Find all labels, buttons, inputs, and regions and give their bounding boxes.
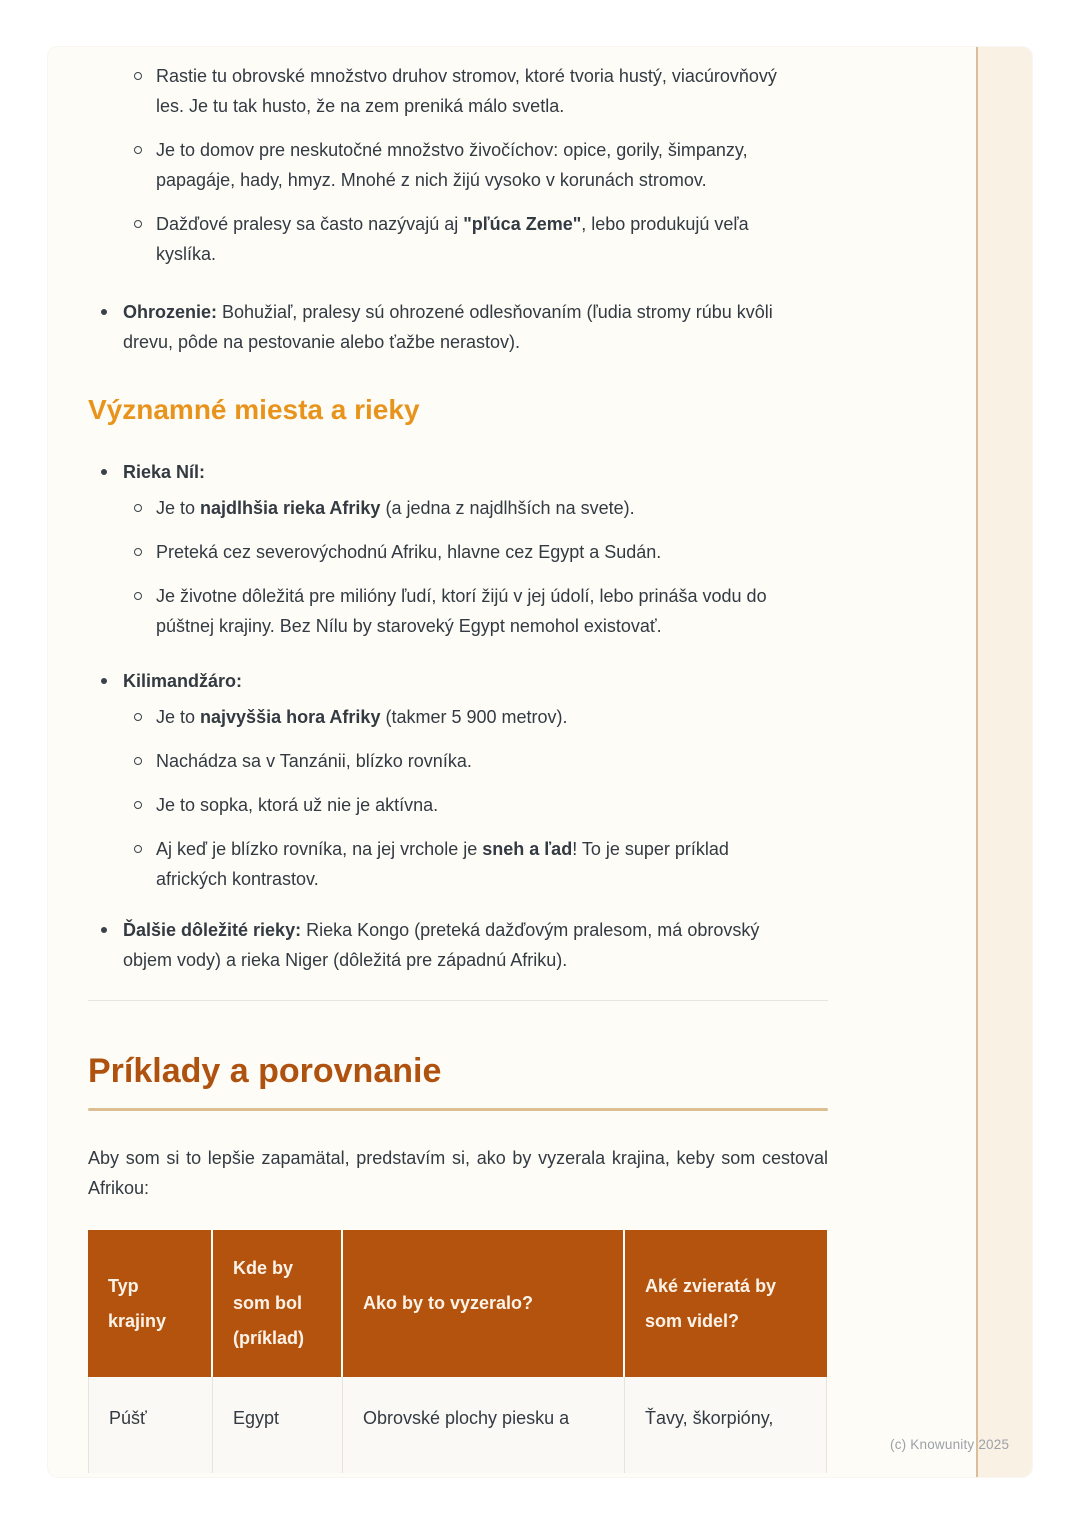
bullet-circle-icon [134,845,142,853]
bullet-circle-icon [134,72,142,80]
bullet-dot-icon [101,469,107,475]
text-run-bold: "pľúca Zeme" [463,214,582,234]
table-header-cell: Kde by som bol (príklad) [213,1230,343,1377]
text-run: Je to [156,707,201,727]
bullet-dot-icon [101,309,107,315]
rainforest-sublist [88,61,828,269]
text-run: Aj keď je blízko rovníka, na jej vrchole je [156,839,483,859]
table-row [88,1377,827,1473]
table-header-cell: Ako by to vyzeralo? [343,1230,625,1377]
list-item [123,702,792,732]
text-run: Bohužiaľ, pralesy sú ohrozené odlesňovaním (ľudia stromy rúbu kvôli drevu, pôde na pestovanie alebo ťažbe nerastov). [123,302,773,352]
page-content [88,47,828,1473]
list-item [123,834,792,894]
text-run: Nachádza sa v Tanzánii, blízko rovníka. [156,751,472,771]
text-run: (takmer 5 900 metrov). [380,707,568,727]
list-item [88,297,828,357]
list-item-nile [88,457,828,641]
text-run-bold: najvyššia hora Afriky [200,707,381,727]
bullet-circle-icon [134,504,142,512]
text-run: Je to sopka, ktorá už nie je aktívna. [156,795,439,815]
kilimanjaro-sublist [123,702,792,894]
text-run: (a jedna z najdlhších na svete). [380,498,635,518]
section-divider [88,1000,828,1001]
list-item [88,61,828,121]
text-run: Je to domov pre neskutočné množstvo živočíchov: opice, gorily, šimpanzy, papagáje, hady, hmyz. Mnohé z nich žijú vysoko v korunách stromov. [156,140,748,190]
page-side-band [976,47,1032,1477]
list-item [123,746,792,776]
text-run: Je to [156,498,201,518]
list-item [123,493,792,523]
bullet-circle-icon [134,801,142,809]
list-item [123,790,792,820]
heading-underline [88,1108,828,1111]
text-run: , lebo produkujú veľa kyslíka. [156,214,749,264]
places-list [88,457,828,975]
bullet-circle-icon [134,592,142,600]
bullet-circle-icon [134,220,142,228]
text-run-bold: sneh a ľad [482,839,573,859]
table-cell: Egypt [213,1377,343,1473]
table-header-row [88,1230,827,1377]
table-cell: Púšť [88,1377,213,1473]
nile-sublist [123,493,792,641]
text-run: Je životne dôležitá pre milióny ľudí, ktorí žijú v jej údolí, lebo prináša vodu do púštnej krajiny. Bez Nílu by staroveký Egypt nemohol existovať. [156,586,767,636]
bullet-circle-icon [134,146,142,154]
text-run: Preteká cez severovýchodnú Afriku, hlavne cez Egypt a Sudán. [156,542,662,562]
section-heading-places: Významné miesta a rieky [88,394,420,425]
bullet-dot-icon [101,927,107,933]
list-item [88,135,828,195]
table-cell: Ťavy, škorpióny, [625,1377,827,1473]
bullet-circle-icon [134,548,142,556]
text-run-bold: Ohrozenie: [123,302,218,322]
table-header-cell: Typ krajiny [88,1230,213,1377]
list-item [123,581,792,641]
bullet-circle-icon [134,757,142,765]
table-header-cell: Aké zvieratá by som videl? [625,1230,827,1377]
list-item-kilimanjaro [88,666,828,894]
list-head: Rieka Níl: [123,462,206,482]
examples-intro-paragraph: Aby som si to lepšie zapamätal, predstavím si, ako by vyzerala krajina, keby som cestoval Afrikou: [88,1148,828,1198]
document-page [48,47,1032,1477]
list-item-other-rivers [88,915,828,975]
list-head: Kilimandžáro: [123,671,243,691]
section-heading-examples: Príklady a porovnanie [88,1052,442,1090]
comparison-table [88,1230,827,1473]
text-run: Dažďové pralesy sa často nazývajú aj [156,214,464,234]
table-cell: Obrovské plochy piesku a [343,1377,625,1473]
bullet-circle-icon [134,713,142,721]
list-item [88,209,828,269]
text-run: Rieka Kongo (preteká dažďovým pralesom, má obrovský objem vody) a rieka Niger (dôležitá pre západnú Afriku). [123,920,760,970]
text-run-bold: Ďalšie dôležité rieky: [123,920,302,940]
bullet-dot-icon [101,678,107,684]
threat-list [88,297,828,357]
list-item [123,537,792,567]
text-run: Rastie tu obrovské množstvo druhov stromov, ktoré tvoria hustý, viacúrovňový les. Je tu tak husto, že na zem preniká málo svetla. [156,66,777,116]
copyright-note: (c) Knowunity 2025 [890,1437,1010,1452]
text-run-bold: najdlhšia rieka Afriky [200,498,381,518]
text-run: ! To je super príklad afrických kontrastov. [156,839,729,889]
